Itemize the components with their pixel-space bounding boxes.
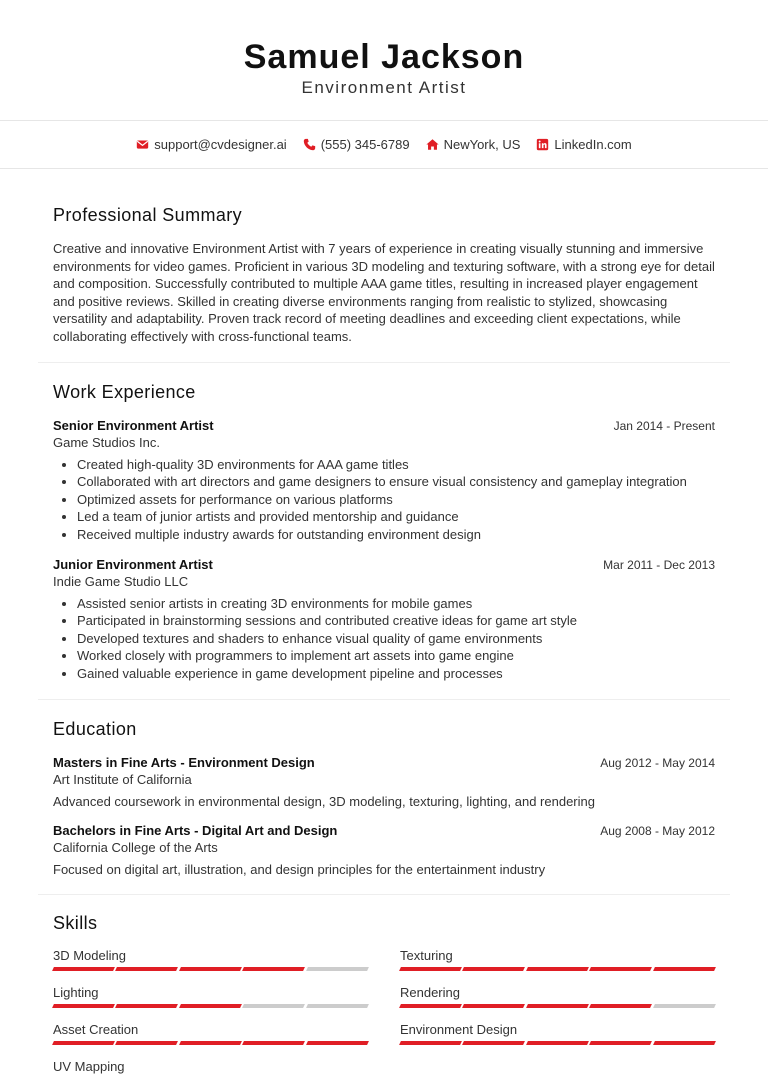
list-item: • Created high-quality 3D environments for AAA game titles xyxy=(77,456,715,474)
skill-item xyxy=(400,1022,715,1045)
skill-item xyxy=(53,1059,368,1078)
contact-location xyxy=(426,137,521,152)
skill-segment-filled xyxy=(653,1041,716,1045)
job-title: Senior Environment Artist xyxy=(53,417,214,433)
skill-level-bar xyxy=(53,1041,368,1045)
envelope-icon xyxy=(136,138,149,151)
job-bullets xyxy=(53,595,715,683)
skill-segment-filled xyxy=(399,1041,462,1045)
education-section xyxy=(38,700,730,895)
skill-segment-filled xyxy=(115,967,178,971)
skill-segment-filled xyxy=(306,1041,369,1045)
skill-name: 3D Modeling xyxy=(53,947,126,963)
skill-name: Environment Design xyxy=(400,1021,518,1037)
work-experience-section xyxy=(38,363,730,700)
list-item: • Optimized assets for performance on various platforms xyxy=(77,491,715,509)
skill-segment-filled xyxy=(462,967,525,971)
list-item: • Developed textures and shaders to enhance visual quality of game environments xyxy=(77,630,715,648)
skill-segment-filled xyxy=(115,1041,178,1045)
job-entry xyxy=(53,417,715,544)
summary-section xyxy=(38,169,730,363)
skill-segment-filled xyxy=(242,1041,305,1045)
email-text: support@cvdesigner.ai xyxy=(154,137,287,152)
skill-name: Asset Creation xyxy=(53,1021,139,1037)
phone-text: (555) 345-6789 xyxy=(320,137,410,152)
job-title: Junior Environment Artist xyxy=(53,556,213,572)
skill-segment-filled xyxy=(526,1041,589,1045)
degree-title: Masters in Fine Arts - Environment Design xyxy=(53,754,315,770)
job-company: Game Studios Inc. xyxy=(53,434,160,450)
skill-item xyxy=(400,985,715,1008)
skill-name: Texturing xyxy=(400,947,453,963)
skill-segment-filled xyxy=(242,967,305,971)
job-company: Indie Game Studio LLC xyxy=(53,573,189,589)
skill-name: Lighting xyxy=(53,984,99,1000)
linkedin-icon xyxy=(536,138,549,151)
section-heading: Skills xyxy=(53,912,98,933)
skill-segment-filled xyxy=(462,1041,525,1045)
skill-segment-empty xyxy=(306,967,369,971)
skill-segment-filled xyxy=(589,1004,652,1008)
linkedin-text: LinkedIn.com xyxy=(554,137,632,152)
home-icon xyxy=(426,138,439,151)
skill-level-bar xyxy=(400,1041,715,1045)
contact-phone[interactable] xyxy=(303,137,410,152)
education-description: Focused on digital art, illustration, and design principles for the entertainment industry xyxy=(53,861,546,877)
contact-linkedin[interactable] xyxy=(536,137,631,152)
resume-header xyxy=(0,0,768,121)
skill-name: Rendering xyxy=(400,984,460,1000)
skill-segment-filled xyxy=(52,967,115,971)
job-dates: Mar 2011 - Dec 2013 xyxy=(603,557,715,572)
skills-grid xyxy=(53,948,715,1078)
education-dates: Aug 2012 - May 2014 xyxy=(600,755,715,770)
job-dates: Jan 2014 - Present xyxy=(613,418,715,433)
skill-segment-filled xyxy=(179,1004,242,1008)
list-item: • Participated in brainstorming sessions and contributed creative ideas for game art style xyxy=(77,612,715,630)
skill-item xyxy=(53,948,368,971)
education-description: Advanced coursework in environmental design, 3D modeling, texturing, lighting, and rendering xyxy=(53,793,595,809)
list-item: • Collaborated with art directors and game designers to ensure visual consistency and gameplay integration xyxy=(77,473,715,491)
skill-item xyxy=(53,985,368,1008)
candidate-name: Samuel Jackson xyxy=(243,38,525,76)
degree-title: Bachelors in Fine Arts - Digital Art and Design xyxy=(53,822,338,838)
skill-segment-empty xyxy=(306,1004,369,1008)
section-heading: Work Experience xyxy=(53,381,196,402)
summary-text: Creative and innovative Environment Artist with 7 years of experience in creating visually stunning and immersive environments for video games. Proficient in various 3D modeling and texturing software, with a strong eye for detail and composition. Successfully contributed to multiple AAA game titles, resulting in increased player engagement and positive reviews. Skilled in creating diverse environments ranging from realistic to stylized, showcasing versatility and adaptability. Proven track record of meeting deadlines and exceeding client expectations, while collaborating effectively with cross-functional teams. xyxy=(53,241,715,344)
section-heading: Professional Summary xyxy=(53,205,243,225)
candidate-title: Environment Artist xyxy=(301,78,467,97)
skill-segment-filled xyxy=(589,1041,652,1045)
skill-segment-empty xyxy=(653,1004,716,1008)
skill-segment-empty xyxy=(242,1004,305,1008)
contact-bar xyxy=(0,121,768,169)
skill-segment-filled xyxy=(526,967,589,971)
job-entry xyxy=(53,556,715,683)
skill-level-bar xyxy=(400,1004,715,1008)
skills-section xyxy=(38,895,730,1078)
list-item: • Received multiple industry awards for outstanding environment design xyxy=(77,526,715,544)
list-item: • Worked closely with programmers to implement art assets into game engine xyxy=(77,647,715,665)
list-item: • Led a team of junior artists and provided mentorship and guidance xyxy=(77,508,715,526)
education-entry xyxy=(53,754,715,810)
skill-name: UV Mapping xyxy=(53,1058,125,1074)
skill-segment-filled xyxy=(653,967,716,971)
skill-segment-filled xyxy=(589,967,652,971)
skill-segment-filled xyxy=(399,967,462,971)
skill-segment-filled xyxy=(115,1004,178,1008)
skill-segment-filled xyxy=(179,967,242,971)
skill-segment-filled xyxy=(526,1004,589,1008)
skill-level-bar xyxy=(53,1004,368,1008)
skill-item xyxy=(400,948,715,971)
skill-segment-filled xyxy=(399,1004,462,1008)
education-dates: Aug 2008 - May 2012 xyxy=(600,823,715,838)
section-heading: Education xyxy=(53,718,137,739)
skill-segment-filled xyxy=(52,1041,115,1045)
school-name: Art Institute of California xyxy=(53,771,192,787)
contact-email[interactable] xyxy=(136,137,286,152)
education-entry xyxy=(53,822,715,878)
skill-segment-filled xyxy=(52,1004,115,1008)
skill-level-bar xyxy=(400,967,715,971)
list-item: • Assisted senior artists in creating 3D environments for mobile games xyxy=(77,595,715,613)
location-text: NewYork, US xyxy=(443,137,521,152)
skill-item xyxy=(53,1022,368,1045)
school-name: California College of the Arts xyxy=(53,839,218,855)
skill-segment-filled xyxy=(179,1041,242,1045)
phone-icon xyxy=(303,138,316,151)
list-item: • Gained valuable experience in game development pipeline and processes xyxy=(77,665,715,683)
job-bullets xyxy=(53,456,715,544)
skill-level-bar xyxy=(53,967,368,971)
skill-segment-filled xyxy=(462,1004,525,1008)
